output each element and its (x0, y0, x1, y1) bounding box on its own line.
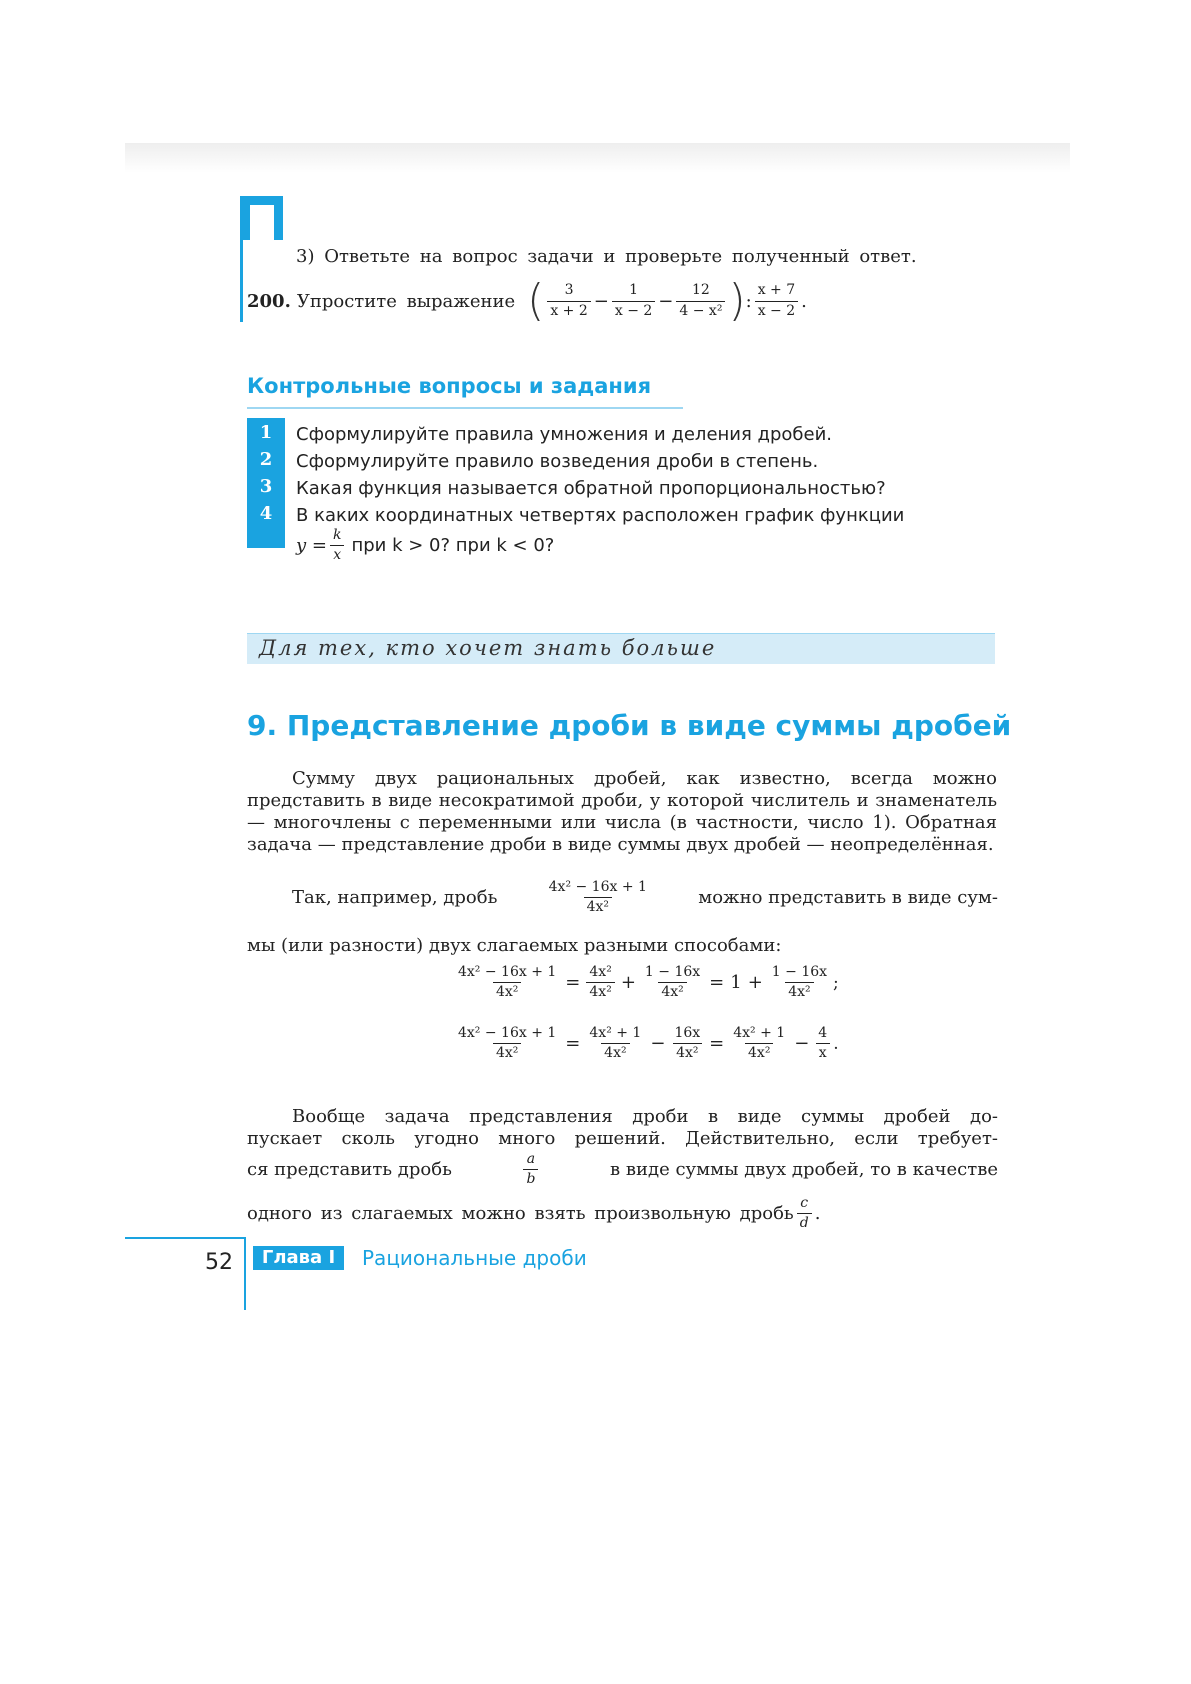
page-number: 52 (205, 1250, 233, 1275)
title-underline (247, 407, 683, 409)
eq1-term-c: $\frac{1 - 16x}{\text{4x²}}$ (771, 964, 828, 1001)
chapter-title: Рациональные дроби (362, 1246, 587, 1270)
fraction-1: $\frac{3}{x + 2}$ (547, 283, 590, 319)
p2-end: можно представить в виде сум- (698, 887, 998, 909)
chapter-badge: Глава I (253, 1246, 344, 1270)
task-200-number: 200. (247, 290, 291, 312)
equation-2: $\frac{\text{4x² − 16x + 1}}{\text{4x²}}$ = $\frac{\text{4x² + 1}}{\text{4x²}}$ − $\frac{16x}{\text{4x²}}$ = $\frac{\text{4x² + 1}}{\text{4x²}}$ − $\frac{4}{x}$ . (452, 1026, 839, 1062)
p3-line3 (247, 1152, 998, 1188)
p2-start: Так, например, дробь (292, 887, 498, 909)
question-number: 2 (259, 449, 273, 470)
footer-vertical-line (244, 1237, 246, 1310)
task-200 (247, 276, 807, 326)
p3-line2: пускает сколь угодно много решений. Действительно, если требует- (247, 1128, 998, 1149)
eq2-term-c: $\frac{\text{4x² + 1}}{\text{4x²}}$ (733, 1025, 786, 1062)
eq1-one: 1 (730, 972, 742, 994)
fraction-2: $\frac{1}{x - 2}$ (612, 283, 655, 319)
control-questions-title: Контрольные вопросы и задания (247, 374, 652, 398)
question-number-bar (247, 418, 285, 548)
question-text: Сформулируйте правило возведения дроби в степень. (296, 451, 819, 472)
p3-line1: Вообще задача представления дроби в виде суммы дробей до- (292, 1106, 998, 1127)
eq1-term-b: $\frac{1 - 16x}{\text{4x²}}$ (644, 964, 701, 1001)
paragraph-2-line (292, 880, 998, 916)
eq2-term-d: $\frac{4}{x}$ (815, 1026, 830, 1062)
eq1-term-a: $\frac{\text{4x²}}{\text{4x²}}$ (586, 965, 614, 1001)
p3-line3-start: ся представить дробь (247, 1159, 452, 1181)
question-number: 1 (259, 422, 273, 443)
equation-1: $\frac{\text{4x² − 16x + 1}}{\text{4x²}}$ = $\frac{\text{4x²}}{\text{4x²}}$ + $\frac{1 - 16x}{\text{4x²}}$ = 1 + $\frac{1 - 16x}{\text{4x²}}$ ; (452, 965, 839, 1001)
eq2-lhs: $\frac{\text{4x² − 16x + 1}}{\text{4x²}}$ (458, 1025, 557, 1062)
minus-sign: − (658, 290, 674, 312)
page-top-shade (125, 143, 1070, 173)
practice-side-line (240, 196, 243, 322)
eq2-term-b: $\frac{16x}{\text{4x²}}$ (674, 1025, 701, 1062)
p3-fraction-ab: $\frac{a}{b}$ (523, 1152, 538, 1188)
formula-y: y = (296, 535, 327, 557)
task-3-text: 3) Ответьте на вопрос задачи и проверьте полученный ответ. (296, 246, 917, 267)
section-title: 9. Представление дроби в виде суммы дробей (247, 709, 1012, 742)
question-text: Какая функция называется обратной пропорциональностью? (296, 478, 886, 499)
question-text: Сформулируйте правила умножения и деления дробей. (296, 424, 833, 445)
question-text: В каких координатных четвертях расположен график функции (296, 505, 905, 526)
p3-fraction-cd: $\frac{c}{d}$ (797, 1196, 812, 1232)
question-number: 4 (259, 503, 273, 524)
question-4-formula (296, 528, 554, 564)
p3-line4-text: одного из слагаемых можно взять произвольную дробь (247, 1203, 794, 1225)
p3-line3-end: в виде суммы двух дробей, то в качестве (610, 1159, 998, 1181)
right-paren: ) (728, 275, 746, 326)
left-paren: ( (527, 275, 545, 326)
minus-sign: − (593, 290, 609, 312)
extra-knowledge-banner (247, 633, 995, 664)
eq2-term-a: $\frac{\text{4x² + 1}}{\text{4x²}}$ (589, 1025, 642, 1062)
banner-text: Для тех, кто хочет знать больше (259, 636, 717, 660)
division-sign: : (745, 290, 752, 312)
task-200-text: Упростите выражение (296, 290, 516, 312)
p3-line4: одного из слагаемых можно взять произвольную дробь $\frac{c}{d}$ . (247, 1195, 821, 1232)
practice-marker-icon (241, 196, 283, 240)
formula-fraction: $\frac{k}{x}$ (330, 528, 344, 564)
fraction-4: $\frac{x + 7}{x - 2}$ (755, 283, 798, 319)
eq1-lhs: $\frac{\text{4x² − 16x + 1}}{\text{4x²}}$ (458, 964, 557, 1001)
question-number: 3 (259, 476, 273, 497)
period: . (801, 290, 807, 312)
paragraph-1: Сумму двух рациональных дробей, как известно, всегда можно представить в виде несократимой дроби, у которой числитель и знаменатель — многочлены с переменными или числа (в частности, число 1). Обратная задача — представление дроби в виде суммы двух дробей — неопределённая. (247, 768, 997, 855)
fraction-3: $\frac{12}{\text{4 − x²}}$ (676, 283, 725, 319)
paragraph-2-cont: мы (или разности) двух слагаемых разными способами: (247, 935, 782, 956)
p2-fraction: $\frac{\text{4x² − 16x + 1}}{\text{4x²}}$ (548, 879, 647, 916)
footer-line (125, 1237, 245, 1239)
formula-rest: при k > 0? при k < 0? (351, 535, 555, 557)
